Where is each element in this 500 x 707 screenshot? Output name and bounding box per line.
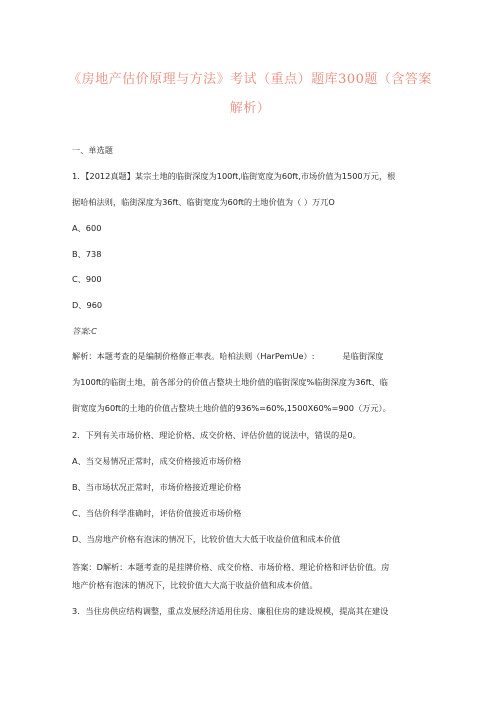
document-title-line2: 解析） xyxy=(229,101,271,116)
q1-answer: 答案:C xyxy=(72,326,97,336)
section-heading: 一、单选题 xyxy=(72,145,113,155)
q2-option-a: A、当交易情况正常时，成交价格接近市场价格 xyxy=(72,456,242,466)
q1-analysis-line1-part-a: 解析：本题考查的是编制价格修正率表。哈柏法则（HarPemUe）: xyxy=(72,351,315,361)
q1-analysis-line3: 街宽度为60ft的土地的价值占整块土地价值的936%=60%,1500X60%=900（万元）。 xyxy=(72,403,391,413)
q2-stem: 2．下列有关市场价格、理论价格、成交价格、评估价值的说法中，错误的是0。 xyxy=(72,430,361,440)
q1-stem-line1: 1．【2012真题】某宗土地的临街深度为100ft,临街宽度为60ft,市场价值为1500万元，根 xyxy=(72,171,396,181)
q1-option-d: D、960 xyxy=(72,300,103,310)
q2-analysis-line2: 地产价格有泡沫的情况下，比较价值大大高于收益价值和成本价值。 xyxy=(72,580,318,590)
q2-option-b: B、当市场状况正常时，市场价格接近理论价格 xyxy=(72,482,242,492)
q1-analysis-line1-part-b: 是临街深度 xyxy=(342,351,384,361)
q1-option-c: C、900 xyxy=(72,274,102,284)
q1-option-b: B、738 xyxy=(72,249,102,259)
q1-analysis-line2: 为100ft的临街土地，前各部分的价值占整块土地价值的临街深度%临街深度为36ft、临 xyxy=(72,377,388,387)
q1-analysis-line1 xyxy=(72,351,383,362)
q2-option-d: D、当房地产价格有泡沫的情况下，比较价值大大低于收益价值和成本价值 xyxy=(72,534,341,544)
q1-option-a: A、600 xyxy=(72,223,102,233)
document-title-line1: 《房地产估价原理与方法》考试（重点）题库300题（含答案 xyxy=(68,72,432,87)
q3-stem: 3．当住房供应结构调整，重点发展经济适用住房、廉租住房的建设规模，提高其在建设 xyxy=(72,606,389,616)
q2-analysis-line1: 答案：D解析：本题考查的是挂牌价格、成交价格、市场价格、理论价格和评估价值。房 xyxy=(72,562,390,572)
q2-option-c: C、当估价科学准确时，评估价值接近市场价格 xyxy=(72,508,242,518)
q1-stem-line2: 据哈柏法则，临街深度为36ft、临街宽度为60ft的土地价值为（ ）万兀O xyxy=(72,197,335,207)
